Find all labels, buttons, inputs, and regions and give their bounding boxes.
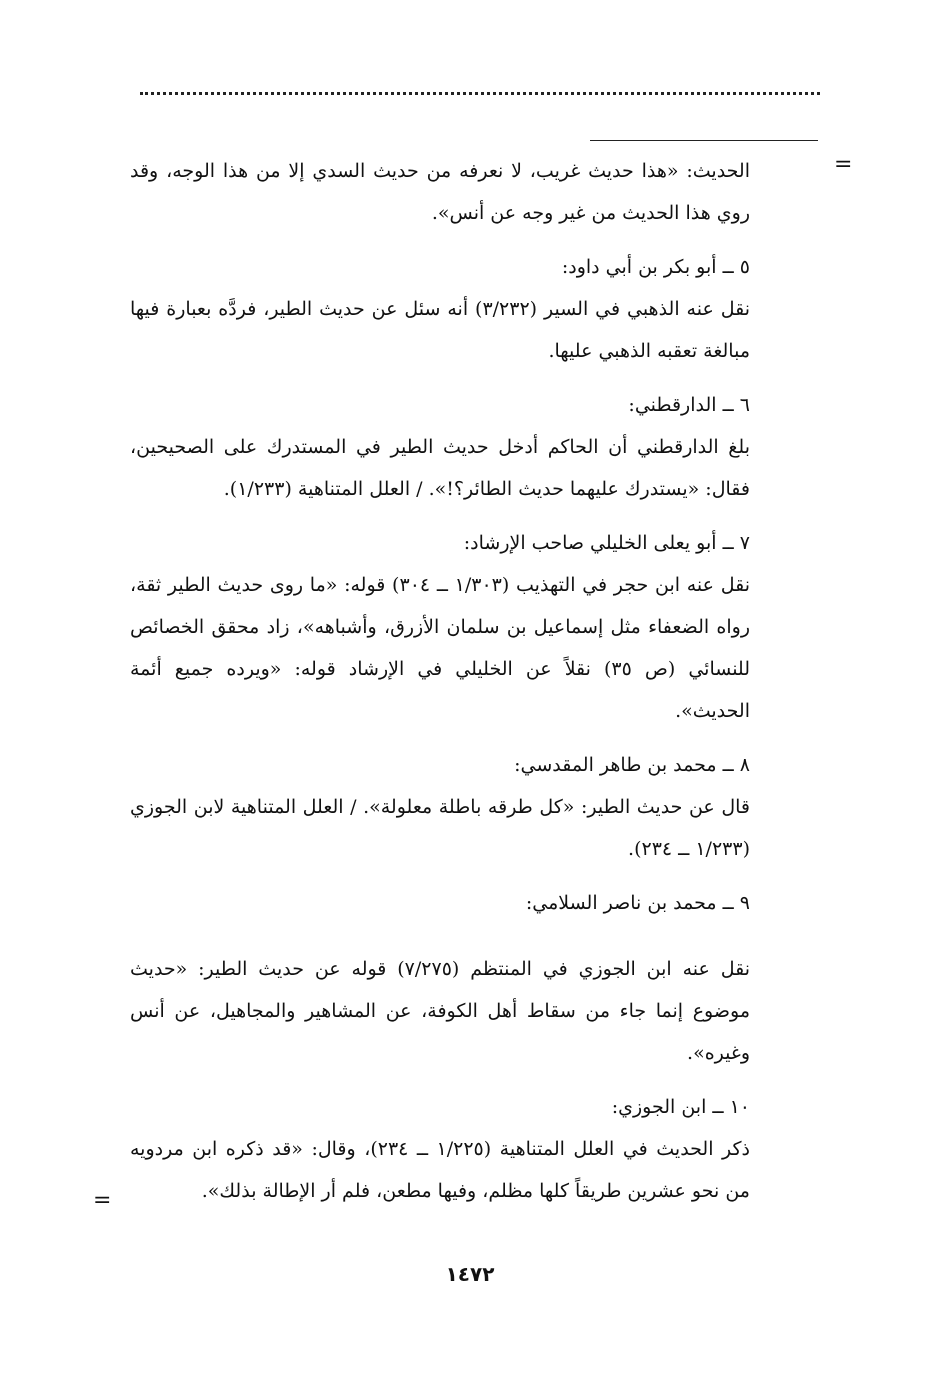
footnote-rule: [590, 140, 818, 141]
entry-heading: ٨ ــ محمد بن طاهر المقدسي:: [514, 754, 750, 776]
entry-text: نقل عنه ابن حجر في التهذيب (١/٣٠٣ ــ ٣٠٤) قوله: «ما روى حديث الطير ثقة، رواه الضعفاء مثل إسماعيل بن سلمان الأزرق، وأشباهه»، زاد محقق الخصائص للنسائي (ص ٣٥) نقلاً عن الخليلي في الإرشاد قوله: «ويرده جميع أئمة الحديث».: [130, 574, 751, 722]
continuation-marker-top: =: [834, 152, 853, 177]
entry-text: قال عن حديث الطير: «كل طرقه باطلة معلولة». / العلل المتناهية لابن الجوزي (١/٢٣٣ ــ ٢٣٤).: [130, 796, 750, 860]
entry-heading: ١٠ ــ ابن الجوزي:: [611, 1096, 750, 1118]
entry-heading: ٩ ــ محمد بن ناصر السلامي:: [525, 892, 750, 914]
entry-heading: ٦ ــ الدارقطني:: [628, 394, 750, 416]
entry-text: نقل عنه الذهبي في السير (٣/٢٣٢) أنه سئل عن حديث الطير، فردَّه بعبارة فيها مبالغة تعقبه الذهبي عليها.: [130, 298, 750, 362]
entry-text: ذكر الحديث في العلل المتناهية (١/٢٢٥ ــ ٢٣٤)، وقال: «قد ذكره ابن مردويه من نحو عشرين طريقاً كلها مظلم، وفيها مطعن، فلم أر الإطالة بذلك».: [130, 1138, 750, 1202]
entry-heading: ٧ ــ أبو يعلى الخليلي صاحب الإرشاد:: [463, 532, 750, 554]
entry-text: نقل عنه ابن الجوزي في المنتظم (٧/٢٧٥) قوله عن حديث الطير: «حديث موضوع إنما جاء من سقاط أهل الكوفة، عن المشاهير والمجاهيل، عن أنس وغيره».: [130, 958, 750, 1064]
intro-paragraph: الحديث: «هذا حديث غريب، لا نعرفه من حديث السدي إلا من هذا الوجه، وقد روي هذا الحديث من غير وجه عن أنس».: [130, 160, 750, 224]
continuation-marker-bottom: =: [93, 1188, 112, 1213]
entry-heading: ٥ ــ أبو بكر بن أبي داود:: [561, 256, 750, 278]
footnote-body: [130, 150, 750, 1212]
entry-text: بلغ الدارقطني أن الحاكم أدخل حديث الطير في المستدرك على الصحيحين، فقال: «يستدرك عليهما حديث الطائر؟!». / العلل المتناهية (١/٢٣٣).: [130, 436, 750, 500]
page-number: ١٤٧٢: [445, 1262, 495, 1286]
dotted-separator: [140, 92, 820, 108]
